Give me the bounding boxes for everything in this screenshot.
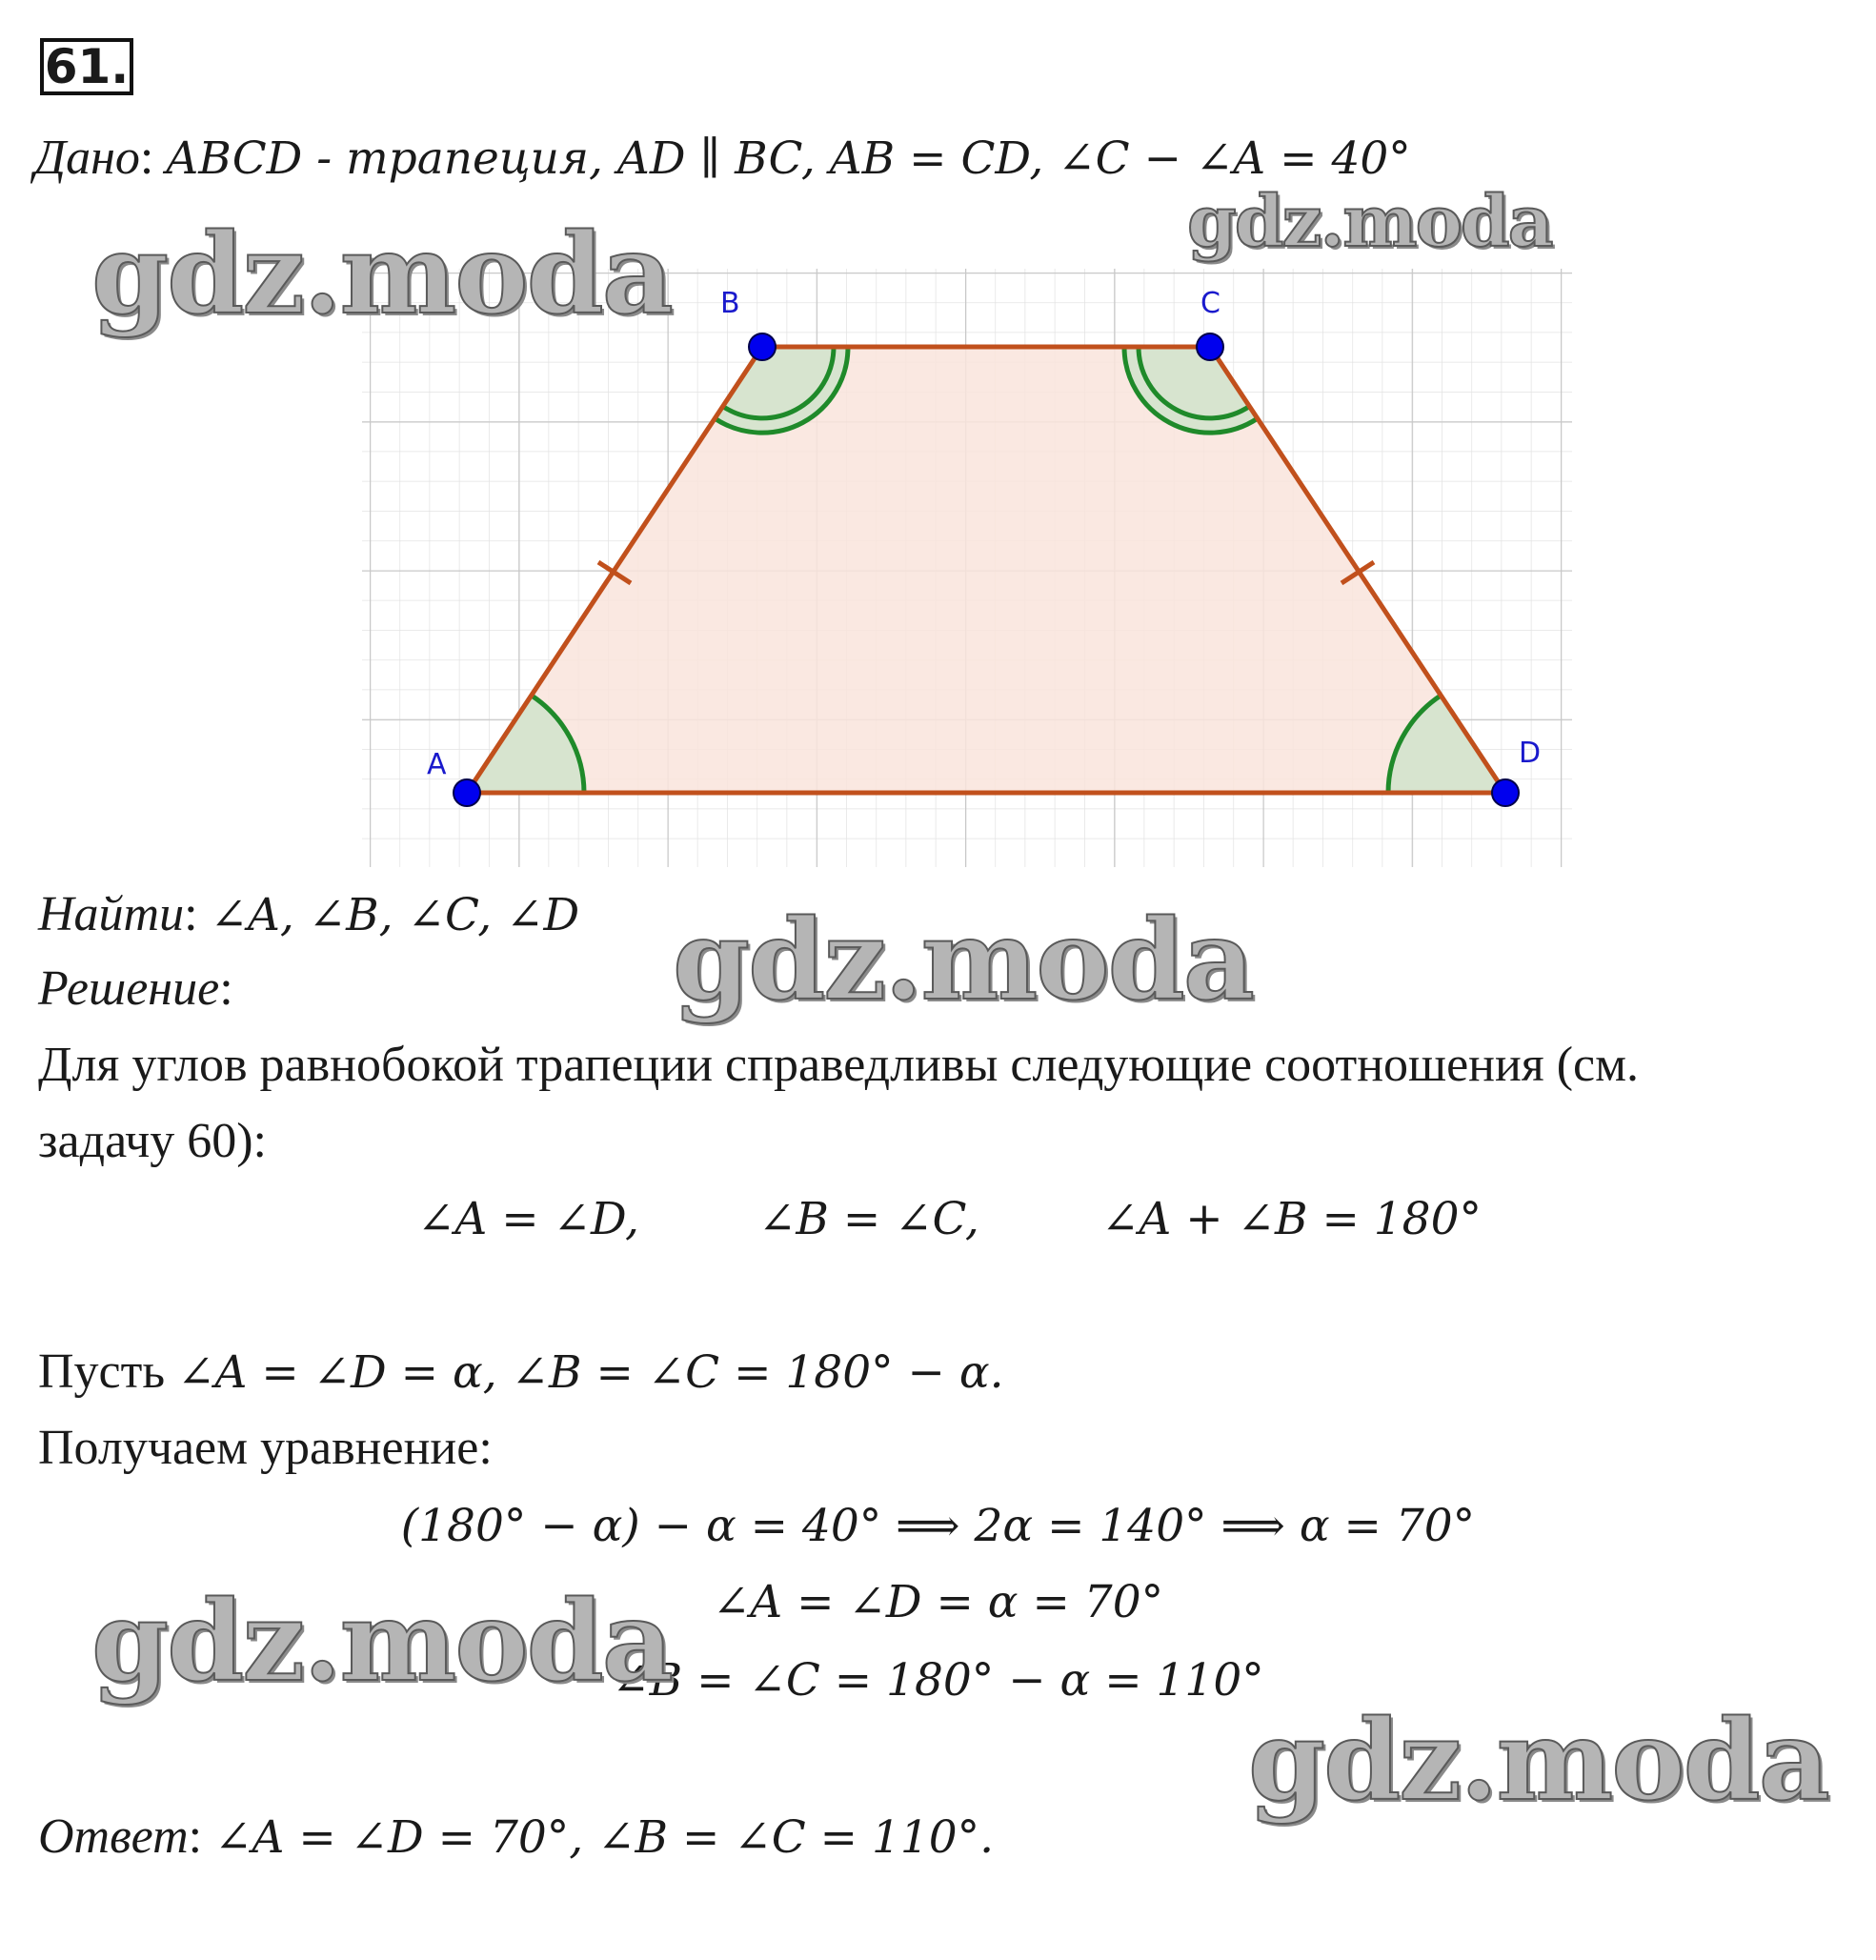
vertex-d	[1492, 779, 1519, 806]
answer-line	[38, 1808, 994, 1867]
vertex-c	[1197, 333, 1223, 360]
given-text: ABCD - трапеция, AD ∥ BC, AB = CD, ∠C − ∠A = 40°	[166, 132, 1411, 185]
equation-intro: Получаем уравнение:	[38, 1421, 493, 1475]
watermark-5: gdz.moda	[1248, 1696, 1828, 1826]
find-line	[38, 886, 579, 944]
solution-intro-line1: Для углов равнобокой трапеции справедливы следующие соотношения (см.	[38, 1038, 1640, 1092]
given-label: Дано	[34, 131, 140, 185]
watermark-4: gdz.moda	[91, 1577, 672, 1707]
let-line	[38, 1344, 1004, 1402]
vertex-b	[749, 333, 776, 360]
problem-number: 61.	[40, 38, 133, 95]
label-a: A	[427, 748, 447, 781]
solution-label: Решение	[38, 961, 220, 1016]
relation-1: ∠A = ∠D,	[417, 1193, 639, 1245]
equation: (180° − α) − α = 40° ⟹ 2α = 140° ⟹ α = 70°	[400, 1500, 1476, 1552]
given-line	[34, 130, 1411, 188]
solution-heading	[38, 960, 233, 1018]
trapezoid-figure	[353, 259, 1591, 869]
watermark-1: gdz.moda	[91, 210, 672, 339]
find-text: ∠A, ∠B, ∠C, ∠D	[210, 889, 580, 941]
label-b: B	[720, 287, 740, 320]
vertex-a	[454, 779, 480, 806]
solution-colon: :	[219, 961, 233, 1016]
find-label: Найти	[38, 887, 185, 941]
watermark-3: gdz.moda	[673, 896, 1253, 1025]
let-word: Пусть	[38, 1344, 166, 1399]
relation-2: ∠B = ∠C,	[758, 1193, 979, 1245]
answer-text: ∠A = ∠D = 70°, ∠B = ∠C = 110°.	[214, 1811, 995, 1864]
find-colon: :	[184, 887, 198, 941]
label-c: C	[1200, 287, 1220, 320]
answer-colon: :	[188, 1809, 203, 1864]
result-2: ∠B = ∠C = 180° − α = 110°	[612, 1654, 1264, 1707]
label-d: D	[1519, 737, 1542, 770]
given-colon: :	[139, 131, 154, 185]
watermark-2: gdz.moda	[1187, 181, 1552, 263]
let-math: ∠A = ∠D = α, ∠B = ∠C = 180° − α.	[177, 1346, 1004, 1399]
relation-3: ∠A + ∠B = 180°	[1101, 1193, 1482, 1245]
result-1: ∠A = ∠D = α = 70°	[712, 1576, 1164, 1628]
solution-intro-line2: задачу 60):	[38, 1114, 267, 1168]
answer-label: Ответ	[38, 1809, 189, 1864]
